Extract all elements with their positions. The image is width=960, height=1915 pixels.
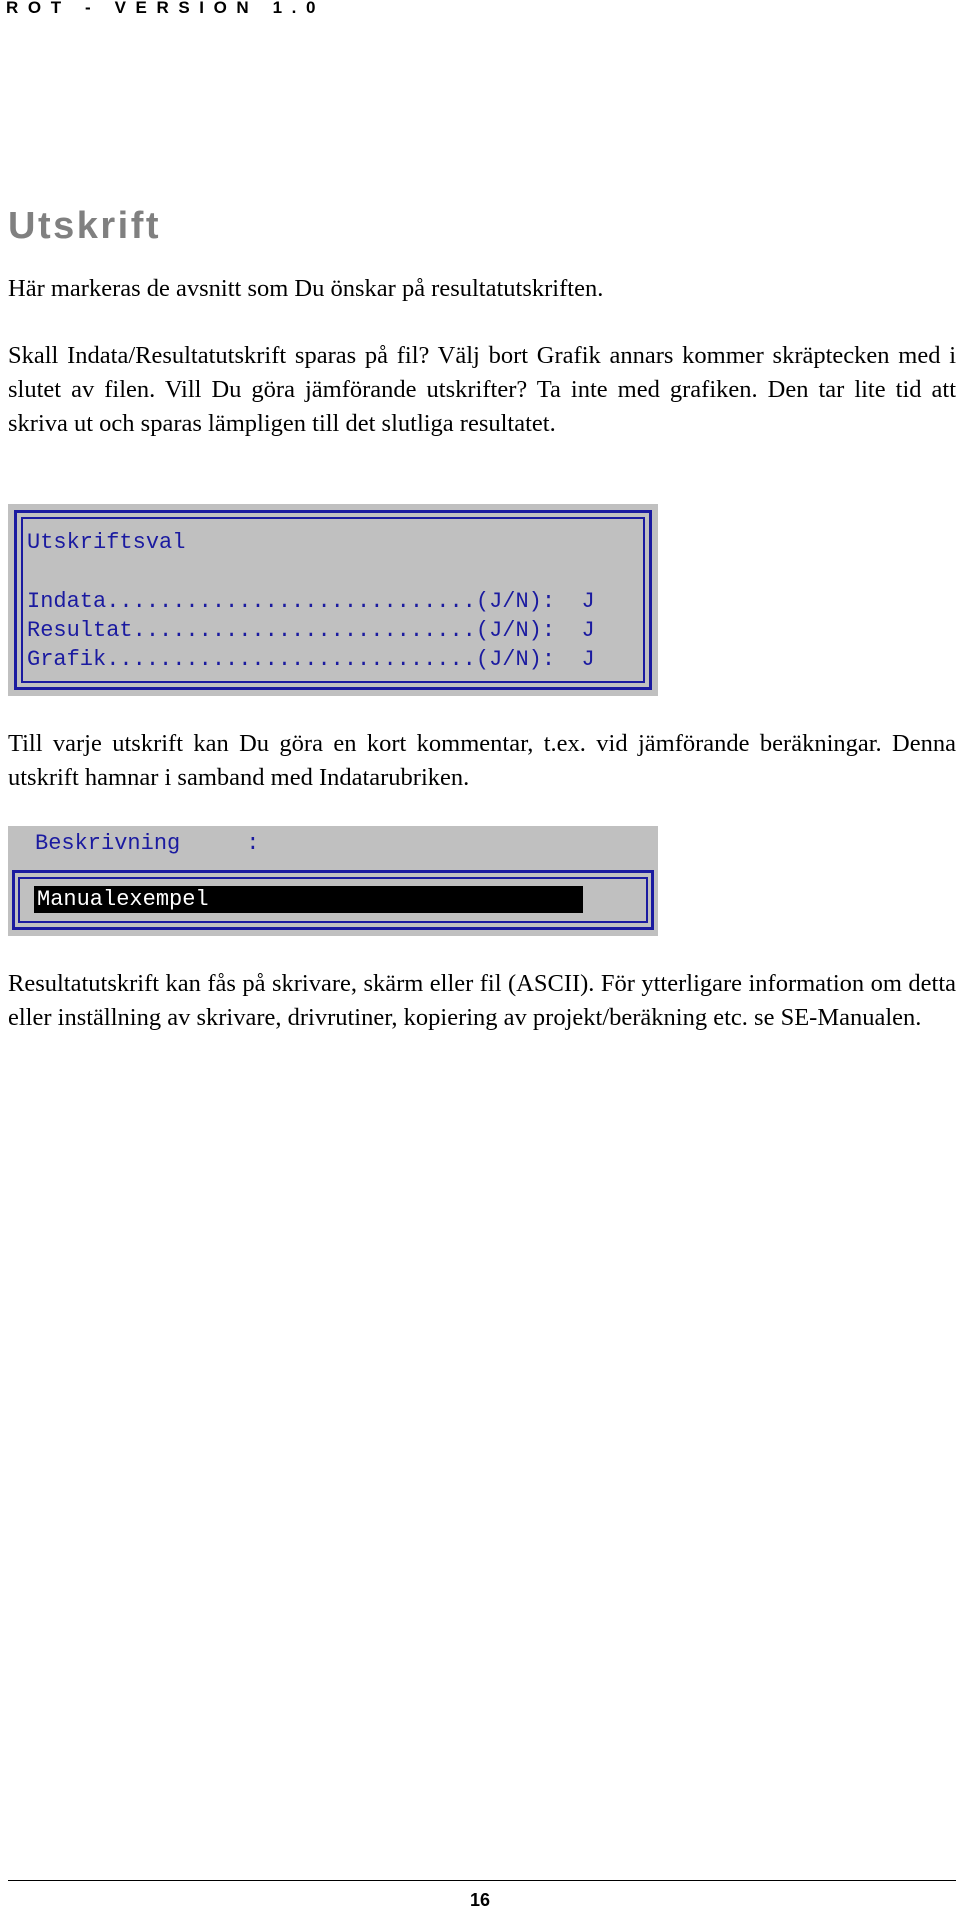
option-value[interactable]: J bbox=[581, 618, 595, 643]
option-row-resultat[interactable] bbox=[27, 618, 595, 644]
page-number: 16 bbox=[469, 1890, 491, 1910]
description-input[interactable]: Manualexempel bbox=[34, 886, 583, 913]
running-header: ROT - VERSION 1.0 bbox=[6, 0, 326, 17]
description-label: Beskrivning : bbox=[35, 831, 260, 856]
option-value[interactable]: J bbox=[581, 647, 595, 672]
intro-paragraph: Här markeras de avsnitt som Du önskar på resultatutskriften. bbox=[8, 275, 604, 302]
output-info-paragraph: Resultatutskrift kan fås på skrivare, skärm eller fil (ASCII). För ytterligare information om detta eller inställning av skrivare, drivrutiner, kopiering av projekt/beräkning etc. se SE-Manualen. bbox=[8, 970, 956, 1031]
option-row-indata[interactable] bbox=[27, 589, 595, 615]
save-info-paragraph: Skall Indata/Resultatutskrift sparas på fil? Välj bort Grafik annars kommer skräptecken med i slutet av filen. Vill Du göra jämförande utskrifter? Ta inte med grafiken. Den tar lite tid att skriva ut och sparas lämpligen till det slutliga resultatet. bbox=[8, 342, 956, 437]
option-label: Indata............................(J/N): bbox=[27, 589, 556, 614]
option-row-grafik[interactable] bbox=[27, 647, 595, 673]
description-screen bbox=[8, 826, 658, 936]
print-options-title: Utskriftsval bbox=[27, 530, 186, 555]
option-value[interactable]: J bbox=[581, 589, 595, 614]
comment-info-paragraph: Till varje utskrift kan Du göra en kort kommentar, t.ex. vid jämförande beräkningar. Denna utskrift hamnar i samband med Indatarubriken. bbox=[8, 730, 956, 791]
option-label: Resultat..........................(J/N): bbox=[27, 618, 556, 643]
option-label: Grafik............................(J/N): bbox=[27, 647, 556, 672]
section-title: Utskrift bbox=[8, 205, 162, 247]
footer-rule bbox=[8, 1880, 956, 1881]
